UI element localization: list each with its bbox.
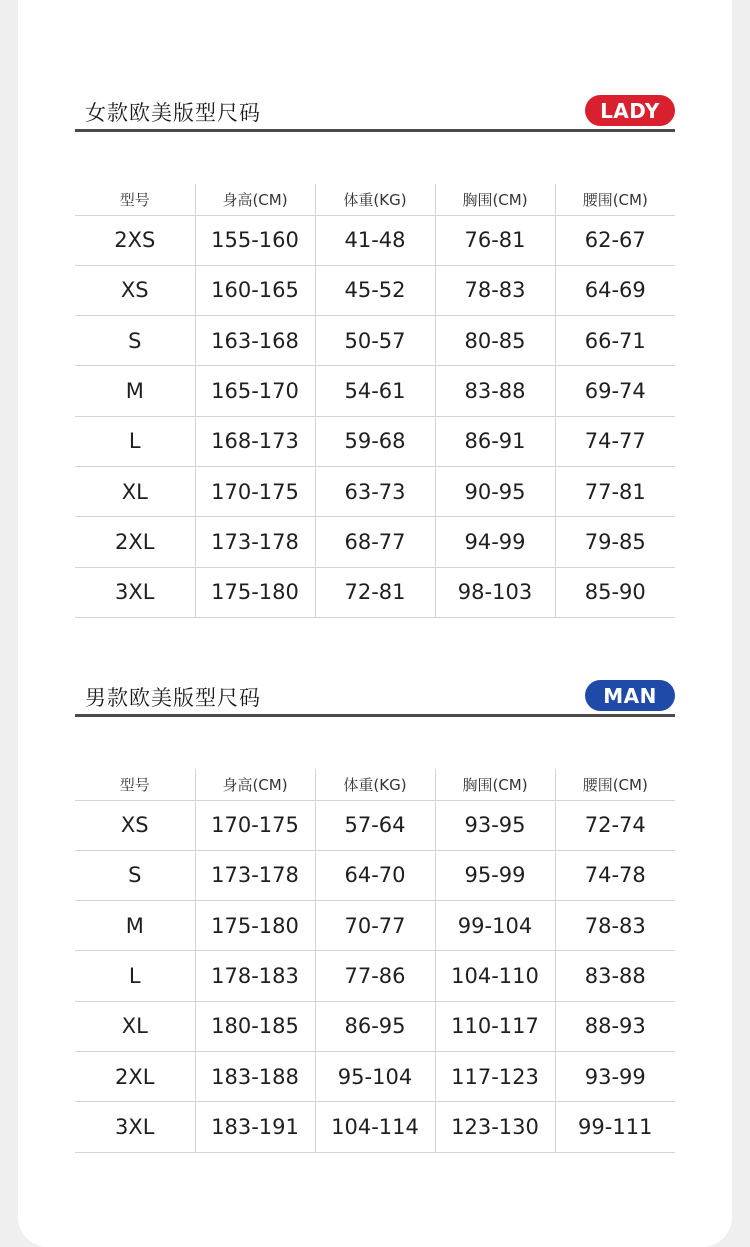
measure-cell: 78-83 — [435, 265, 555, 315]
table-row — [75, 466, 675, 516]
man-size-section — [75, 679, 675, 1153]
measure-cell: 80-85 — [435, 316, 555, 366]
table-row — [75, 517, 675, 567]
measure-cell: 54-61 — [315, 366, 435, 416]
column-header: 腰围(CM) — [555, 184, 675, 215]
column-header: 胸围(CM) — [435, 184, 555, 215]
column-header: 身高(CM) — [195, 184, 315, 215]
measure-cell: 76-81 — [435, 215, 555, 265]
measure-cell: 175-180 — [195, 567, 315, 617]
measure-cell: 83-88 — [435, 366, 555, 416]
size-cell: M — [75, 901, 195, 951]
size-cell: XL — [75, 466, 195, 516]
lady-badge: LADY — [585, 95, 675, 126]
table-row — [75, 316, 675, 366]
size-cell: L — [75, 951, 195, 1001]
lady-section-title: 女款欧美版型尺码 — [85, 101, 261, 125]
size-cell: M — [75, 366, 195, 416]
measure-cell: 88-93 — [555, 1001, 675, 1051]
size-cell: S — [75, 850, 195, 900]
table-row — [75, 265, 675, 315]
table-row — [75, 215, 675, 265]
measure-cell: 59-68 — [315, 416, 435, 466]
measure-cell: 155-160 — [195, 215, 315, 265]
measure-cell: 66-71 — [555, 316, 675, 366]
measure-cell: 50-57 — [315, 316, 435, 366]
measure-cell: 85-90 — [555, 567, 675, 617]
measure-cell: 175-180 — [195, 901, 315, 951]
table-header-row — [75, 184, 675, 215]
measure-cell: 74-77 — [555, 416, 675, 466]
measure-cell: 83-88 — [555, 951, 675, 1001]
measure-cell: 86-91 — [435, 416, 555, 466]
measure-cell: 160-165 — [195, 265, 315, 315]
measure-cell: 95-104 — [315, 1051, 435, 1101]
measure-cell: 183-188 — [195, 1051, 315, 1101]
measure-cell: 45-52 — [315, 265, 435, 315]
measure-cell: 163-168 — [195, 316, 315, 366]
measure-cell: 170-175 — [195, 466, 315, 516]
measure-cell: 99-111 — [555, 1102, 675, 1152]
measure-cell: 99-104 — [435, 901, 555, 951]
size-cell: 3XL — [75, 567, 195, 617]
table-row — [75, 416, 675, 466]
measure-cell: 74-78 — [555, 850, 675, 900]
measure-cell: 165-170 — [195, 366, 315, 416]
measure-cell: 183-191 — [195, 1102, 315, 1152]
measure-cell: 86-95 — [315, 1001, 435, 1051]
measure-cell: 62-67 — [555, 215, 675, 265]
size-cell: 2XS — [75, 215, 195, 265]
column-header: 体重(KG) — [315, 769, 435, 800]
table-row — [75, 1051, 675, 1101]
column-header: 体重(KG) — [315, 184, 435, 215]
measure-cell: 63-73 — [315, 466, 435, 516]
measure-cell: 180-185 — [195, 1001, 315, 1051]
measure-cell: 95-99 — [435, 850, 555, 900]
table-row — [75, 567, 675, 617]
size-cell: S — [75, 316, 195, 366]
measure-cell: 57-64 — [315, 800, 435, 850]
measure-cell: 70-77 — [315, 901, 435, 951]
table-row — [75, 850, 675, 900]
size-cell: 2XL — [75, 1051, 195, 1101]
column-header: 胸围(CM) — [435, 769, 555, 800]
table-row — [75, 951, 675, 1001]
man-size-table — [75, 769, 675, 1153]
measure-cell: 117-123 — [435, 1051, 555, 1101]
column-header: 腰围(CM) — [555, 769, 675, 800]
measure-cell: 93-99 — [555, 1051, 675, 1101]
measure-cell: 104-110 — [435, 951, 555, 1001]
measure-cell: 94-99 — [435, 517, 555, 567]
measure-cell: 64-69 — [555, 265, 675, 315]
measure-cell: 90-95 — [435, 466, 555, 516]
table-row — [75, 366, 675, 416]
measure-cell: 168-173 — [195, 416, 315, 466]
measure-cell: 173-178 — [195, 517, 315, 567]
measure-cell: 98-103 — [435, 567, 555, 617]
column-header: 型号 — [75, 184, 195, 215]
table-row — [75, 1001, 675, 1051]
size-cell: XS — [75, 265, 195, 315]
column-header: 型号 — [75, 769, 195, 800]
size-cell: 2XL — [75, 517, 195, 567]
lady-size-table — [75, 184, 675, 618]
lady-size-section — [75, 94, 675, 618]
measure-cell: 79-85 — [555, 517, 675, 567]
table-row — [75, 901, 675, 951]
measure-cell: 72-81 — [315, 567, 435, 617]
measure-cell: 78-83 — [555, 901, 675, 951]
measure-cell: 77-81 — [555, 466, 675, 516]
man-section-title: 男款欧美版型尺码 — [85, 686, 261, 710]
table-row — [75, 800, 675, 850]
measure-cell: 69-74 — [555, 366, 675, 416]
man-section-header — [75, 679, 675, 717]
man-badge: MAN — [585, 680, 675, 711]
size-cell: L — [75, 416, 195, 466]
size-cell: XL — [75, 1001, 195, 1051]
measure-cell: 170-175 — [195, 800, 315, 850]
measure-cell: 178-183 — [195, 951, 315, 1001]
measure-cell: 123-130 — [435, 1102, 555, 1152]
measure-cell: 110-117 — [435, 1001, 555, 1051]
size-cell: 3XL — [75, 1102, 195, 1152]
measure-cell: 68-77 — [315, 517, 435, 567]
size-cell: XS — [75, 800, 195, 850]
table-header-row — [75, 769, 675, 800]
measure-cell: 93-95 — [435, 800, 555, 850]
measure-cell: 64-70 — [315, 850, 435, 900]
measure-cell: 173-178 — [195, 850, 315, 900]
lady-section-header — [75, 94, 675, 132]
measure-cell: 41-48 — [315, 215, 435, 265]
measure-cell: 104-114 — [315, 1102, 435, 1152]
measure-cell: 72-74 — [555, 800, 675, 850]
measure-cell: 77-86 — [315, 951, 435, 1001]
column-header: 身高(CM) — [195, 769, 315, 800]
table-row — [75, 1102, 675, 1152]
